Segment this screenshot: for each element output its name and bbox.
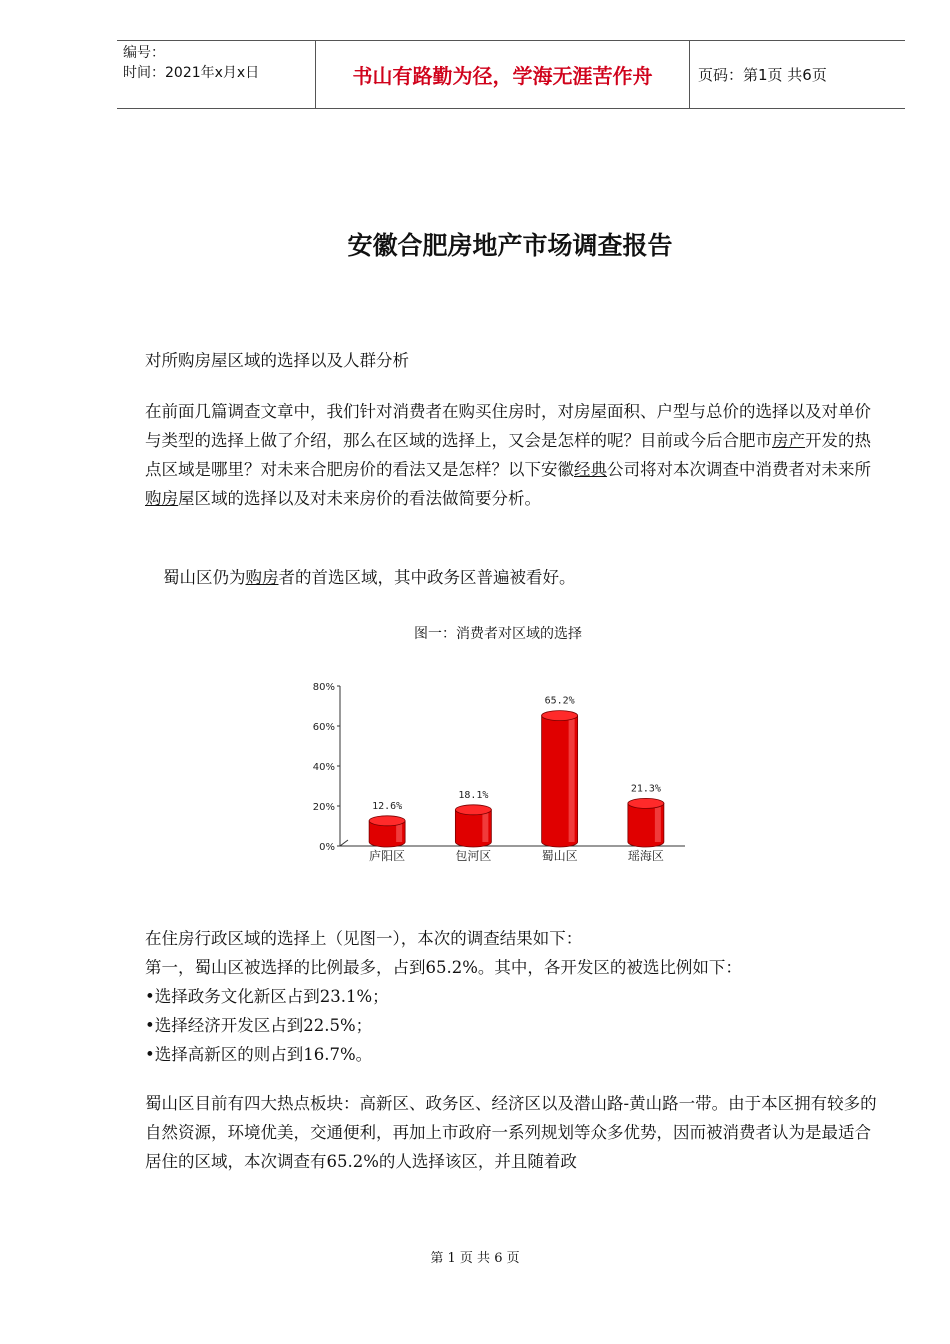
closing-paragraph: 蜀山区目前有四大热点板块：高新区、政务区、经济区以及潜山路-黄山路一带。由于本区拥有较多的自然资源，环境优美，交通便利，再加上市政府一系列规划等众多优势，因而被消费者认为是最适合居住的区域，本次调查有65.2%的人选择该区，并且随着政 bbox=[145, 1094, 877, 1171]
bullet-item: •选择经济开发区占到22.5%； bbox=[145, 1016, 373, 1035]
axis-depth-line bbox=[340, 840, 348, 846]
chart-title: 图一：消费者对区域的选择 bbox=[414, 626, 582, 642]
data-label: 65.2% bbox=[544, 695, 575, 707]
link-fangchan[interactable]: 房产 bbox=[772, 431, 805, 450]
serial-label: 编号： bbox=[123, 45, 165, 61]
bar-top bbox=[628, 798, 664, 808]
intro-paragraph bbox=[145, 397, 880, 513]
y-tick-label: 0% bbox=[319, 842, 335, 853]
results-line-2: 第一，蜀山区被选择的比例最多，占到65.2%。其中，各开发区的被选比例如下： bbox=[145, 958, 742, 977]
results-line-1: 在住房行政区域的选择上（见图一），本次的调查结果如下： bbox=[145, 929, 583, 948]
link-goufang[interactable]: 购房 bbox=[145, 489, 178, 508]
y-tick-label: 20% bbox=[312, 802, 335, 813]
category-label: 庐阳区 bbox=[369, 849, 406, 863]
y-tick-label: 80% bbox=[312, 682, 335, 693]
bullet-item: •选择政务文化新区占到23.1%； bbox=[145, 987, 389, 1006]
data-label: 21.3% bbox=[630, 783, 661, 795]
header-meta bbox=[117, 41, 315, 108]
bar-highlight bbox=[655, 803, 661, 842]
header-motto: 书山有路勤为径，学海无涯苦作舟 bbox=[315, 41, 690, 108]
bar-chart bbox=[300, 668, 700, 868]
section-heading: 对所购房屋区域的选择以及人群分析 bbox=[145, 351, 409, 370]
category-label: 蜀山区 bbox=[541, 849, 578, 863]
bar-top bbox=[542, 711, 578, 721]
intro-text-1: 在前面几篇调查文章中，我们针对消费者在购买住房时，对房屋面积、户型与总价的选择以及对单价与类型的选择上做了介绍，那么在区域的选择上，又会是怎样的呢？目前或今后合肥市 bbox=[145, 402, 871, 450]
y-tick-label: 60% bbox=[312, 722, 335, 733]
page-title: 安徽合肥房地产市场调查报告 bbox=[347, 231, 673, 260]
lead-text-a: 蜀山区仍为 bbox=[163, 568, 246, 587]
data-label: 18.1% bbox=[458, 789, 489, 801]
lead-line bbox=[163, 563, 898, 592]
time-label: 时间：2021年x月x日 bbox=[123, 65, 260, 81]
intro-text-3: 公司将对本次调查中消费者对未来所 bbox=[607, 460, 871, 479]
link-jingdian[interactable]: 经典 bbox=[574, 460, 607, 479]
bullet-item: •选择高新区的则占到16.7%。 bbox=[145, 1045, 373, 1064]
category-label: 包河区 bbox=[455, 849, 492, 863]
link-goufang-2[interactable]: 购房 bbox=[245, 568, 279, 587]
category-label: 瑶海区 bbox=[627, 849, 664, 863]
header-table bbox=[117, 40, 905, 109]
bar-highlight bbox=[569, 716, 575, 842]
y-tick-label: 40% bbox=[312, 762, 335, 773]
bar-highlight bbox=[482, 810, 488, 842]
intro-text-4: 屋区域的选择以及对未来房价的看法做简要分析。 bbox=[178, 489, 541, 508]
bar-top bbox=[455, 805, 491, 815]
data-label: 12.6% bbox=[372, 800, 403, 812]
intro-text-2: 开发的热点区域是哪里？对未来合肥房价的看法又是怎样？以下安徽 bbox=[145, 431, 871, 479]
page-footer: 第 1 页 共 6 页 bbox=[430, 1251, 520, 1266]
lead-text-b: 者的首选区域，其中政务区普遍被看好。 bbox=[278, 568, 576, 587]
header-page-label: 页码：第1页 共6页 bbox=[698, 66, 827, 84]
bar-top bbox=[369, 816, 405, 826]
